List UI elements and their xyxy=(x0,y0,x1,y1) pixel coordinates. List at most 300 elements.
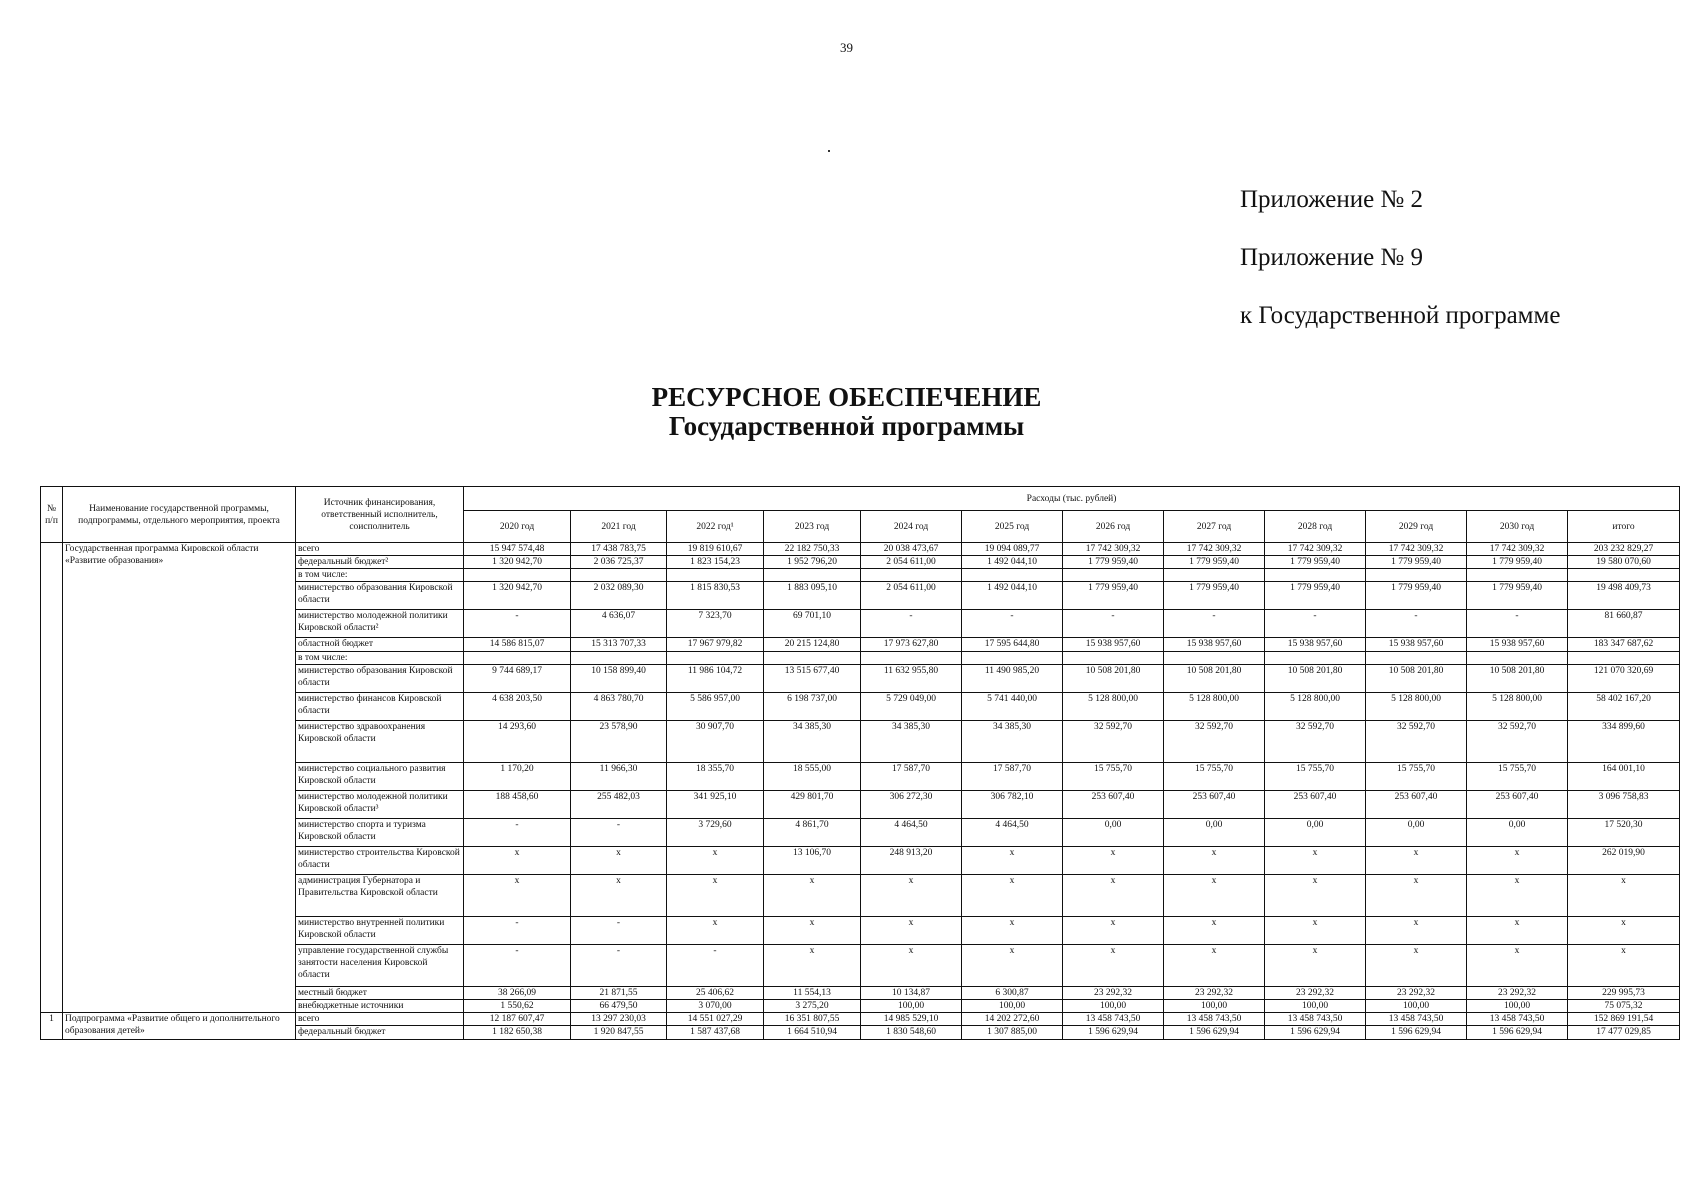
value-cell xyxy=(1366,652,1467,665)
funding-source: администрация Губернатора и Правительства Кировской области xyxy=(296,875,464,917)
value-cell: x xyxy=(1467,847,1568,875)
funding-source: министерство спорта и туризма Кировской области xyxy=(296,819,464,847)
value-cell: 7 323,70 xyxy=(667,610,764,638)
value-cell: 13 458 743,50 xyxy=(1265,1013,1366,1026)
value-cell: 100,00 xyxy=(1265,1000,1366,1013)
value-cell: 13 458 743,50 xyxy=(1164,1013,1265,1026)
value-cell: 4 636,07 xyxy=(571,610,667,638)
value-cell: x xyxy=(764,875,861,917)
value-cell: x xyxy=(464,847,571,875)
value-cell: x xyxy=(764,917,861,945)
value-cell: 253 607,40 xyxy=(1265,791,1366,819)
header-year: 2022 год¹ xyxy=(667,511,764,543)
value-cell: 23 578,90 xyxy=(571,721,667,763)
value-cell: 1 830 548,60 xyxy=(861,1026,962,1040)
value-cell xyxy=(962,652,1063,665)
value-cell: 9 744 689,17 xyxy=(464,665,571,693)
value-cell: 15 755,70 xyxy=(1265,763,1366,791)
appendix-line-3: к Государственной программе xyxy=(1240,302,1561,329)
value-cell: x xyxy=(1366,847,1467,875)
value-cell: 23 292,32 xyxy=(1063,987,1164,1000)
value-cell xyxy=(667,652,764,665)
value-cell: 10 508 201,80 xyxy=(1265,665,1366,693)
value-cell: x xyxy=(1063,917,1164,945)
value-cell: 164 001,10 xyxy=(1568,763,1680,791)
value-cell: x xyxy=(1366,917,1467,945)
value-cell: 17 520,30 xyxy=(1568,819,1680,847)
value-cell: 253 607,40 xyxy=(1366,791,1467,819)
value-cell: 253 607,40 xyxy=(1063,791,1164,819)
value-cell: x xyxy=(1265,847,1366,875)
value-cell: 152 869 191,54 xyxy=(1568,1013,1680,1026)
value-cell: 100,00 xyxy=(1164,1000,1265,1013)
value-cell: 13 297 230,03 xyxy=(571,1013,667,1026)
value-cell: 0,00 xyxy=(1467,819,1568,847)
header-year: итого xyxy=(1568,511,1680,543)
value-cell: 66 479,50 xyxy=(571,1000,667,1013)
value-cell: 20 215 124,80 xyxy=(764,638,861,652)
value-cell: x xyxy=(1467,917,1568,945)
header-year: 2029 год xyxy=(1366,511,1467,543)
value-cell: 2 054 611,00 xyxy=(861,582,962,610)
funding-source: министерство здравоохранения Кировской области xyxy=(296,721,464,763)
value-cell: 5 128 800,00 xyxy=(1467,693,1568,721)
value-cell: x xyxy=(861,917,962,945)
funding-source: министерство образования Кировской области xyxy=(296,582,464,610)
value-cell: 262 019,90 xyxy=(1568,847,1680,875)
value-cell: 1 779 959,40 xyxy=(1467,556,1568,569)
value-cell: 2 054 611,00 xyxy=(861,556,962,569)
value-cell: 81 660,87 xyxy=(1568,610,1680,638)
value-cell: 25 406,62 xyxy=(667,987,764,1000)
value-cell: 75 075,32 xyxy=(1568,1000,1680,1013)
value-cell xyxy=(1063,569,1164,582)
value-cell: 12 187 607,47 xyxy=(464,1013,571,1026)
table-row xyxy=(41,1013,1680,1026)
value-cell: x xyxy=(667,875,764,917)
value-cell: 1 170,20 xyxy=(464,763,571,791)
value-cell: 11 554,13 xyxy=(764,987,861,1000)
value-cell: x xyxy=(1366,945,1467,987)
value-cell: 1 664 510,94 xyxy=(764,1026,861,1040)
value-cell: 3 070,00 xyxy=(667,1000,764,1013)
funding-source: федеральный бюджет² xyxy=(296,556,464,569)
value-cell: 0,00 xyxy=(1265,819,1366,847)
value-cell: 10 508 201,80 xyxy=(1063,665,1164,693)
value-cell: 13 458 743,50 xyxy=(1366,1013,1467,1026)
value-cell xyxy=(1467,569,1568,582)
value-cell: 5 128 800,00 xyxy=(1164,693,1265,721)
value-cell: - xyxy=(571,917,667,945)
value-cell: 4 863 780,70 xyxy=(571,693,667,721)
value-cell xyxy=(571,652,667,665)
value-cell: 429 801,70 xyxy=(764,791,861,819)
header-num: № п/п xyxy=(41,487,63,543)
value-cell xyxy=(861,569,962,582)
value-cell: 1 779 959,40 xyxy=(1164,556,1265,569)
value-cell: - xyxy=(1164,610,1265,638)
value-cell: - xyxy=(464,819,571,847)
value-cell: 100,00 xyxy=(1063,1000,1164,1013)
funding-source: министерство образования Кировской области xyxy=(296,665,464,693)
program-name: Государственная программа Кировской области «Развитие образования» xyxy=(63,543,296,1013)
value-cell: 121 070 320,69 xyxy=(1568,665,1680,693)
value-cell: 11 966,30 xyxy=(571,763,667,791)
value-cell: 10 508 201,80 xyxy=(1164,665,1265,693)
value-cell: 1 779 959,40 xyxy=(1265,582,1366,610)
value-cell: x xyxy=(667,847,764,875)
value-cell: 18 555,00 xyxy=(764,763,861,791)
value-cell: 32 592,70 xyxy=(1366,721,1467,763)
value-cell xyxy=(764,569,861,582)
value-cell: x xyxy=(1164,917,1265,945)
value-cell: - xyxy=(1366,610,1467,638)
value-cell: 3 275,20 xyxy=(764,1000,861,1013)
value-cell: 17 742 309,32 xyxy=(1265,543,1366,556)
value-cell: 20 038 473,67 xyxy=(861,543,962,556)
resource-table xyxy=(40,486,1680,1040)
value-cell: x xyxy=(1063,847,1164,875)
title-line-2: Государственной программы xyxy=(668,411,1025,441)
value-cell: 15 938 957,60 xyxy=(1063,638,1164,652)
value-cell: 0,00 xyxy=(1063,819,1164,847)
value-cell: 17 587,70 xyxy=(861,763,962,791)
value-cell: x xyxy=(1366,875,1467,917)
value-cell: 21 871,55 xyxy=(571,987,667,1000)
funding-source: министерство молодежной политики Кировской области² xyxy=(296,610,464,638)
value-cell: 13 515 677,40 xyxy=(764,665,861,693)
value-cell: 183 347 687,62 xyxy=(1568,638,1680,652)
value-cell: 1 307 885,00 xyxy=(962,1026,1063,1040)
value-cell xyxy=(464,652,571,665)
value-cell: 14 293,60 xyxy=(464,721,571,763)
value-cell: 306 272,30 xyxy=(861,791,962,819)
value-cell: 1 492 044,10 xyxy=(962,582,1063,610)
value-cell: 32 592,70 xyxy=(1164,721,1265,763)
value-cell: 4 464,50 xyxy=(962,819,1063,847)
value-cell: 14 202 272,60 xyxy=(962,1013,1063,1026)
value-cell: 14 551 027,29 xyxy=(667,1013,764,1026)
value-cell: 11 632 955,80 xyxy=(861,665,962,693)
value-cell: 15 755,70 xyxy=(1366,763,1467,791)
header-name: Наименование государственной программы, подпрограммы, отдельного мероприятия, проекта xyxy=(63,487,296,543)
value-cell xyxy=(861,652,962,665)
value-cell: 5 741 440,00 xyxy=(962,693,1063,721)
value-cell: 6 300,87 xyxy=(962,987,1063,1000)
table-row xyxy=(41,543,1680,556)
value-cell xyxy=(764,652,861,665)
value-cell: x xyxy=(861,875,962,917)
page-number: 39 xyxy=(840,40,853,55)
value-cell: 17 742 309,32 xyxy=(1366,543,1467,556)
value-cell: x xyxy=(1063,875,1164,917)
value-cell: 5 586 957,00 xyxy=(667,693,764,721)
header-year: 2028 год xyxy=(1265,511,1366,543)
value-cell: x xyxy=(1164,847,1265,875)
value-cell: 1 492 044,10 xyxy=(962,556,1063,569)
value-cell: 0,00 xyxy=(1164,819,1265,847)
value-cell xyxy=(1467,652,1568,665)
row-number xyxy=(41,543,63,1013)
value-cell: x xyxy=(1467,875,1568,917)
value-cell: 34 385,30 xyxy=(962,721,1063,763)
value-cell: 253 607,40 xyxy=(1467,791,1568,819)
value-cell: - xyxy=(1265,610,1366,638)
header-year: 2025 год xyxy=(962,511,1063,543)
value-cell: 11 986 104,72 xyxy=(667,665,764,693)
value-cell: 30 907,70 xyxy=(667,721,764,763)
value-cell: 16 351 807,55 xyxy=(764,1013,861,1026)
appendix-line-2: Приложение № 9 xyxy=(1240,244,1424,271)
value-cell: 23 292,32 xyxy=(1366,987,1467,1000)
value-cell: 253 607,40 xyxy=(1164,791,1265,819)
value-cell: 1 883 095,10 xyxy=(764,582,861,610)
header-year: 2030 год xyxy=(1467,511,1568,543)
value-cell xyxy=(1164,569,1265,582)
value-cell: 13 106,70 xyxy=(764,847,861,875)
value-cell: 10 508 201,80 xyxy=(1467,665,1568,693)
value-cell: 17 742 309,32 xyxy=(1063,543,1164,556)
value-cell: x xyxy=(962,945,1063,987)
value-cell: 188 458,60 xyxy=(464,791,571,819)
value-cell: 32 592,70 xyxy=(1467,721,1568,763)
header-year: 2026 год xyxy=(1063,511,1164,543)
funding-source: всего xyxy=(296,543,464,556)
value-cell xyxy=(571,569,667,582)
value-cell: 13 458 743,50 xyxy=(1467,1013,1568,1026)
funding-source: министерство социального развития Кировской области xyxy=(296,763,464,791)
value-cell: 306 782,10 xyxy=(962,791,1063,819)
value-cell: x xyxy=(962,875,1063,917)
value-cell: 100,00 xyxy=(861,1000,962,1013)
value-cell: 13 458 743,50 xyxy=(1063,1013,1164,1026)
speck xyxy=(828,150,830,152)
funding-source: в том числе: xyxy=(296,569,464,582)
funding-source: в том числе: xyxy=(296,652,464,665)
value-cell: 1 587 437,68 xyxy=(667,1026,764,1040)
value-cell: x xyxy=(571,847,667,875)
value-cell: x xyxy=(1265,917,1366,945)
value-cell: 19 580 070,60 xyxy=(1568,556,1680,569)
value-cell: 32 592,70 xyxy=(1063,721,1164,763)
value-cell: 11 490 985,20 xyxy=(962,665,1063,693)
value-cell: 1 596 629,94 xyxy=(1063,1026,1164,1040)
value-cell: 5 128 800,00 xyxy=(1265,693,1366,721)
value-cell: 5 128 800,00 xyxy=(1366,693,1467,721)
value-cell: 5 128 800,00 xyxy=(1063,693,1164,721)
value-cell: 17 967 979,82 xyxy=(667,638,764,652)
value-cell: 1 920 847,55 xyxy=(571,1026,667,1040)
value-cell: 58 402 167,20 xyxy=(1568,693,1680,721)
value-cell: 34 385,30 xyxy=(764,721,861,763)
funding-source: министерство финансов Кировской области xyxy=(296,693,464,721)
value-cell: 15 947 574,48 xyxy=(464,543,571,556)
funding-source: федеральный бюджет xyxy=(296,1026,464,1040)
value-cell: - xyxy=(861,610,962,638)
value-cell: - xyxy=(571,819,667,847)
value-cell: 100,00 xyxy=(1467,1000,1568,1013)
value-cell: 17 742 309,32 xyxy=(1467,543,1568,556)
value-cell: 1 779 959,40 xyxy=(1467,582,1568,610)
funding-source: министерство молодежной политики Кировской области³ xyxy=(296,791,464,819)
value-cell: 334 899,60 xyxy=(1568,721,1680,763)
value-cell: 17 477 029,85 xyxy=(1568,1026,1680,1040)
header-year: 2020 год xyxy=(464,511,571,543)
header-expenses: Расходы (тыс. рублей) xyxy=(464,487,1680,511)
value-cell: 3 729,60 xyxy=(667,819,764,847)
funding-source: местный бюджет xyxy=(296,987,464,1000)
funding-source: министерство строительства Кировской области xyxy=(296,847,464,875)
value-cell: - xyxy=(571,945,667,987)
value-cell: 2 036 725,37 xyxy=(571,556,667,569)
value-cell: 255 482,03 xyxy=(571,791,667,819)
value-cell: 14 586 815,07 xyxy=(464,638,571,652)
value-cell: x xyxy=(1568,917,1680,945)
value-cell: 23 292,32 xyxy=(1467,987,1568,1000)
value-cell: 1 779 959,40 xyxy=(1063,556,1164,569)
appendix-line-1: Приложение № 2 xyxy=(1240,186,1424,213)
value-cell: x xyxy=(962,917,1063,945)
funding-source: областной бюджет xyxy=(296,638,464,652)
value-cell: x xyxy=(1467,945,1568,987)
value-cell: 1 815 830,53 xyxy=(667,582,764,610)
header-year: 2027 год xyxy=(1164,511,1265,543)
value-cell xyxy=(1366,569,1467,582)
funding-source: внебюджетные источники xyxy=(296,1000,464,1013)
value-cell: x xyxy=(1265,875,1366,917)
header-year: 2023 год xyxy=(764,511,861,543)
value-cell: 10 508 201,80 xyxy=(1366,665,1467,693)
funding-source: министерство внутренней политики Кировской области xyxy=(296,917,464,945)
value-cell: 1 596 629,94 xyxy=(1467,1026,1568,1040)
value-cell: 19 094 089,77 xyxy=(962,543,1063,556)
value-cell: 1 779 959,40 xyxy=(1164,582,1265,610)
value-cell: 4 861,70 xyxy=(764,819,861,847)
value-cell: 15 938 957,60 xyxy=(1164,638,1265,652)
value-cell: 1 779 959,40 xyxy=(1063,582,1164,610)
value-cell: 22 182 750,33 xyxy=(764,543,861,556)
value-cell: 229 995,73 xyxy=(1568,987,1680,1000)
value-cell xyxy=(962,569,1063,582)
value-cell: 15 313 707,33 xyxy=(571,638,667,652)
value-cell xyxy=(667,569,764,582)
value-cell: 34 385,30 xyxy=(861,721,962,763)
value-cell xyxy=(1265,652,1366,665)
value-cell: 5 729 049,00 xyxy=(861,693,962,721)
value-cell xyxy=(1568,569,1680,582)
value-cell: 1 823 154,23 xyxy=(667,556,764,569)
value-cell: 1 182 650,38 xyxy=(464,1026,571,1040)
value-cell: 100,00 xyxy=(962,1000,1063,1013)
value-cell: 1 779 959,40 xyxy=(1366,582,1467,610)
value-cell: 4 464,50 xyxy=(861,819,962,847)
value-cell: 3 096 758,83 xyxy=(1568,791,1680,819)
value-cell xyxy=(1265,569,1366,582)
value-cell: x xyxy=(962,847,1063,875)
value-cell: 18 355,70 xyxy=(667,763,764,791)
value-cell: x xyxy=(764,945,861,987)
value-cell: 10 134,87 xyxy=(861,987,962,1000)
header-year: 2024 год xyxy=(861,511,962,543)
value-cell: x xyxy=(667,917,764,945)
value-cell: 1 596 629,94 xyxy=(1366,1026,1467,1040)
value-cell: 1 779 959,40 xyxy=(1366,556,1467,569)
value-cell xyxy=(1568,652,1680,665)
value-cell xyxy=(1063,652,1164,665)
value-cell: 15 755,70 xyxy=(1467,763,1568,791)
value-cell: 38 266,09 xyxy=(464,987,571,1000)
value-cell: 1 596 629,94 xyxy=(1164,1026,1265,1040)
value-cell: x xyxy=(1568,945,1680,987)
value-cell: x xyxy=(571,875,667,917)
value-cell: - xyxy=(667,945,764,987)
value-cell: 1 550,62 xyxy=(464,1000,571,1013)
value-cell: 248 913,20 xyxy=(861,847,962,875)
value-cell: 15 755,70 xyxy=(1164,763,1265,791)
value-cell: 19 819 610,67 xyxy=(667,543,764,556)
value-cell: 203 232 829,27 xyxy=(1568,543,1680,556)
program-name: Подпрограмма «Развитие общего и дополнительного образования детей» xyxy=(63,1013,296,1040)
value-cell: 10 158 899,40 xyxy=(571,665,667,693)
value-cell xyxy=(464,569,571,582)
value-cell: 4 638 203,50 xyxy=(464,693,571,721)
value-cell: 2 032 089,30 xyxy=(571,582,667,610)
value-cell: x xyxy=(1164,945,1265,987)
value-cell: 23 292,32 xyxy=(1164,987,1265,1000)
value-cell: x xyxy=(1063,945,1164,987)
value-cell: 15 755,70 xyxy=(1063,763,1164,791)
value-cell: x xyxy=(464,875,571,917)
value-cell: 17 973 627,80 xyxy=(861,638,962,652)
value-cell: - xyxy=(464,945,571,987)
value-cell: 341 925,10 xyxy=(667,791,764,819)
funding-source: всего xyxy=(296,1013,464,1026)
value-cell: 0,00 xyxy=(1366,819,1467,847)
value-cell: 1 320 942,70 xyxy=(464,582,571,610)
value-cell: - xyxy=(464,610,571,638)
funding-source: управление государственной службы занятости населения Кировской области xyxy=(296,945,464,987)
row-number: 1 xyxy=(41,1013,63,1040)
value-cell: - xyxy=(962,610,1063,638)
value-cell: - xyxy=(1467,610,1568,638)
value-cell: 15 938 957,60 xyxy=(1467,638,1568,652)
value-cell: 17 742 309,32 xyxy=(1164,543,1265,556)
value-cell: 15 938 957,60 xyxy=(1265,638,1366,652)
value-cell: x xyxy=(1265,945,1366,987)
value-cell: - xyxy=(1063,610,1164,638)
value-cell: 1 596 629,94 xyxy=(1265,1026,1366,1040)
value-cell xyxy=(1164,652,1265,665)
value-cell: 14 985 529,10 xyxy=(861,1013,962,1026)
value-cell: 17 438 783,75 xyxy=(571,543,667,556)
header-year: 2021 год xyxy=(571,511,667,543)
value-cell: 1 779 959,40 xyxy=(1265,556,1366,569)
value-cell: 23 292,32 xyxy=(1265,987,1366,1000)
value-cell: 15 938 957,60 xyxy=(1366,638,1467,652)
value-cell: 69 701,10 xyxy=(764,610,861,638)
value-cell: - xyxy=(464,917,571,945)
value-cell: x xyxy=(861,945,962,987)
value-cell: 32 592,70 xyxy=(1265,721,1366,763)
value-cell: 17 587,70 xyxy=(962,763,1063,791)
value-cell: 17 595 644,80 xyxy=(962,638,1063,652)
value-cell: 6 198 737,00 xyxy=(764,693,861,721)
value-cell: 1 320 942,70 xyxy=(464,556,571,569)
value-cell: x xyxy=(1568,875,1680,917)
title-line-1: РЕСУРСНОЕ ОБЕСПЕЧЕНИЕ xyxy=(651,382,1042,412)
value-cell: 1 952 796,20 xyxy=(764,556,861,569)
value-cell: 100,00 xyxy=(1366,1000,1467,1013)
